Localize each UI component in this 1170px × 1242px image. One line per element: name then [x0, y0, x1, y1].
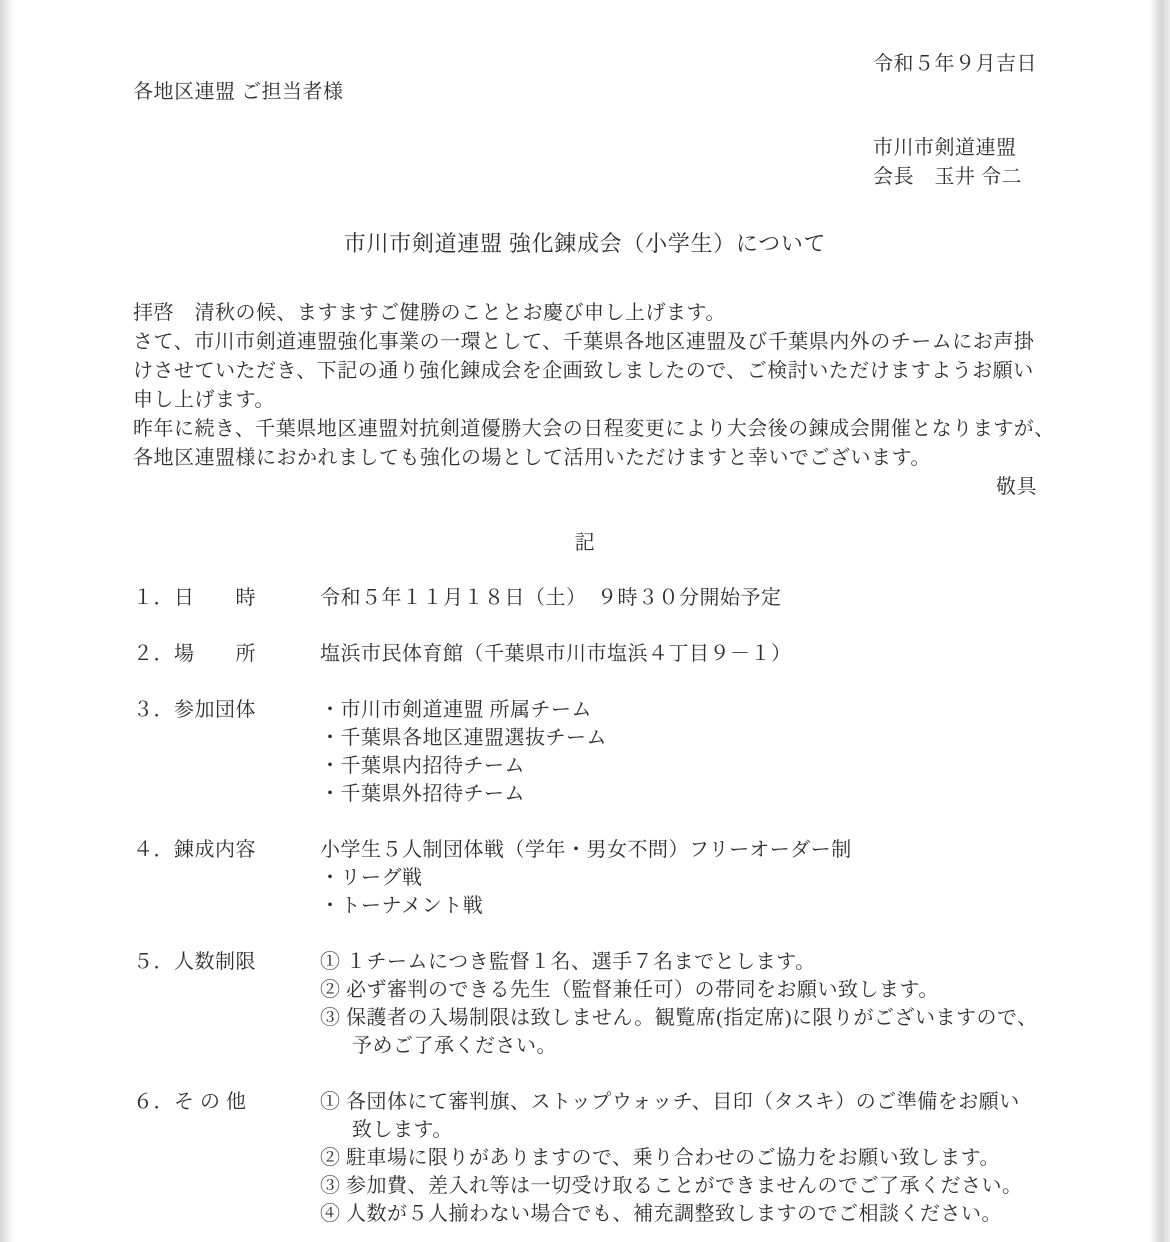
item-line: ・千葉県各地区連盟選抜チーム	[320, 727, 607, 749]
item-line: ③ 保護者の入場制限は致しません。観覧席(指定席)に限りがございますので、	[320, 1007, 1038, 1029]
notice-item-participants	[133, 696, 1037, 808]
page-edge-right	[1150, 0, 1170, 1242]
item-line: ・市川市剣道連盟 所属チーム	[320, 699, 592, 721]
item-line: ③ 参加費、差入れ等は一切受け取ることができませんのでご了承ください。	[320, 1175, 1023, 1197]
item-line: ・千葉県外招待チーム	[320, 783, 525, 805]
item-body	[320, 696, 1037, 808]
item-line: ・トーナメント戦	[320, 895, 484, 917]
item-line: 小学生５人制団体戦（学年・男女不問）フリーオーダー制	[320, 839, 852, 861]
notice-item-limits	[133, 948, 1037, 1060]
item-body	[320, 948, 1038, 1060]
item-line: 令和５年１１月１８日（土） ９時３０分開始予定	[320, 587, 782, 609]
item-line: 塩浜市民体育館（千葉県市川市塩浜４丁目９－１）	[320, 643, 792, 665]
item-body	[320, 640, 1037, 668]
letter-sender	[873, 134, 1153, 192]
notice-item-datetime	[133, 584, 1037, 612]
item-line: ① 各団体にて審判旗、ストップウォッチ、目印（タスキ）のご準備をお願い	[320, 1091, 1020, 1113]
item-label: ３．参加団体	[133, 699, 256, 721]
body-line: さて、市川市剣道連盟強化事業の一環として、千葉県各地区連盟及び千葉県内外のチームにお声掛	[133, 331, 1035, 353]
item-label: １．日 時	[133, 587, 256, 609]
body-line: 昨年に続き、千葉県地区連盟対抗剣道優勝大会の日程変更により大会後の錬成会開催となりますが、	[133, 418, 1055, 440]
body-line: 申し上げます。	[133, 389, 275, 411]
item-line-continuation: 予めご了承ください。	[352, 1035, 557, 1057]
body-line: 拝啓 清秋の候、ますますご健勝のこととお慶び申し上げます。	[133, 302, 726, 324]
notice-items	[133, 584, 1037, 1228]
document-title: 市川市剣道連盟 強化錬成会（小学生）について	[343, 231, 827, 256]
item-line-continuation: 致します。	[352, 1119, 453, 1141]
item-body	[320, 1088, 1037, 1228]
body-line: 各地区連盟様におかれましても強化の場として活用いただけますと幸いでございます。	[133, 447, 931, 469]
page-edge-left	[0, 0, 13, 1242]
item-label: ６．そ の 他	[133, 1091, 247, 1113]
item-line: ① １チームにつき監督１名、選手７名までとします。	[320, 951, 816, 973]
item-line: ④ 人数が５人揃わない場合でも、補充調整致しますのでご相談ください。	[320, 1203, 1002, 1225]
item-label: ５．人数制限	[133, 951, 256, 973]
letter-date: 令和５年９月吉日	[873, 53, 1037, 75]
item-line: ② 駐車場に限りがありますので、乗り合わせのご協力をお願い致します。	[320, 1147, 1000, 1169]
item-label: ２．場 所	[133, 643, 256, 665]
sender-organization: 市川市剣道連盟	[873, 137, 1017, 159]
item-body	[320, 584, 1037, 612]
letter-body	[133, 299, 1055, 473]
notice-item-format	[133, 836, 1037, 920]
sender-representative: 会長 玉井 令二	[873, 166, 1022, 188]
letter-recipient: 各地区連盟 ご担当者様	[133, 81, 344, 103]
item-label: ４．錬成内容	[133, 839, 256, 861]
item-body	[320, 836, 1037, 920]
notice-marker: 記	[574, 532, 596, 554]
item-line: ・千葉県内招待チーム	[320, 755, 525, 777]
item-line: ・リーグ戦	[320, 867, 423, 889]
body-line: けさせていただき、下記の通り強化錬成会を企画致しましたので、ご検討いただけますようお願い	[133, 360, 1034, 382]
notice-item-other	[133, 1088, 1037, 1228]
letter-closing: 敬具	[996, 476, 1037, 498]
notice-item-place	[133, 640, 1037, 668]
item-line: ② 必ず審判のできる先生（監督兼任可）の帯同をお願い致します。	[320, 979, 939, 1001]
